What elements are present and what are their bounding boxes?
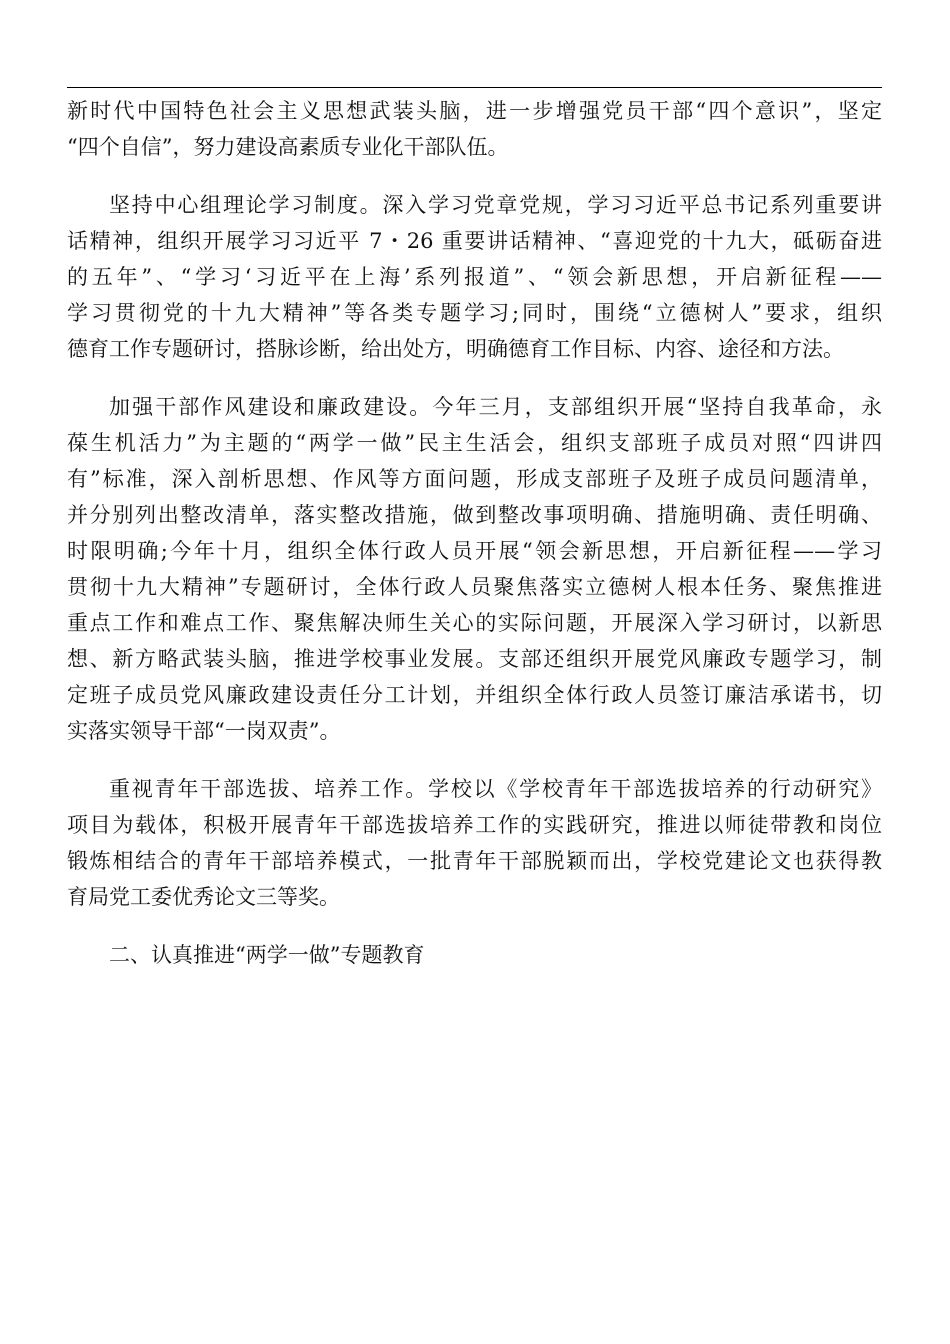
header-rule	[67, 87, 882, 88]
text-line: 德育工作专题研讨，搭脉诊断，给出处方，明确德育工作目标、内容、途径和方法。	[67, 337, 844, 361]
text-line: 重视青年干部选拔、培养工作。学校以《学校青年干部选拔培养的行动研究》	[109, 777, 882, 801]
document-body	[67, 93, 882, 973]
text-line: 贯彻十九大精神”专题研讨，全体行政人员聚焦落实立德树人根本任务、聚焦推进	[67, 575, 882, 599]
text-line: 的五年”、“学习‘习近平在上海’系列报道”、“领会新思想，开启新征程——	[67, 265, 882, 289]
text-line: 重点工作和难点工作、聚焦解决师生关心的实际问题，开展深入学习研讨，以新思	[67, 611, 882, 635]
text-line: 新时代中国特色社会主义思想武装头脑，进一步增强党员干部“四个意识”，坚定	[67, 99, 882, 123]
paragraph-work-style	[67, 389, 882, 749]
text-line: “四个自信”，努力建设高素质专业化干部队伍。	[67, 135, 509, 159]
text-line: 项目为载体，积极开展青年干部选拔培养工作的实践研究，推进以师徒带教和岗位	[67, 813, 882, 837]
text-line: 锻炼相结合的青年干部培养模式，一批青年干部脱颖而出，学校党建论文也获得教	[67, 849, 882, 873]
text-line: 想、新方略武装头脑，推进学校事业发展。支部还组织开展党风廉政专题学习，制	[67, 647, 882, 671]
paragraph-theory-study	[67, 187, 882, 367]
section-heading: 二、认真推进“两学一做”专题教育	[109, 943, 425, 967]
text-line: 葆生机活力”为主题的“两学一做”民主生活会，组织支部班子成员对照“四讲四	[67, 431, 882, 455]
text-line: 学习贯彻党的十九大精神”等各类专题学习;同时，围绕“立德树人”要求，组织	[67, 301, 882, 325]
paragraph-continuation	[67, 93, 882, 165]
text-line: 有”标准，深入剖析思想、作风等方面问题，形成支部班子及班子成员问题清单，	[67, 467, 882, 491]
text-line: 并分别列出整改清单，落实整改措施，做到整改事项明确、措施明确、责任明确、	[67, 503, 882, 527]
text-line: 加强干部作风建设和廉政建设。今年三月，支部组织开展“坚持自我革命，永	[109, 395, 882, 419]
text-line: 定班子成员党风廉政建设责任分工计划，并组织全体行政人员签订廉洁承诺书，切	[67, 683, 882, 707]
text-line: 话精神，组织开展学习习近平 7・26 重要讲话精神、“喜迎党的十九大，砥砺奋进	[67, 229, 882, 253]
text-line: 时限明确;今年十月，组织全体行政人员开展“领会新思想，开启新征程——学习	[67, 539, 882, 563]
paragraph-young-cadres	[67, 771, 882, 915]
text-line: 坚持中心组理论学习制度。深入学习党章党规，学习习近平总书记系列重要讲	[109, 193, 882, 217]
text-line: 育局党工委优秀论文三等奖。	[67, 885, 340, 909]
text-line: 实落实领导干部“一岗双责”。	[67, 719, 341, 743]
